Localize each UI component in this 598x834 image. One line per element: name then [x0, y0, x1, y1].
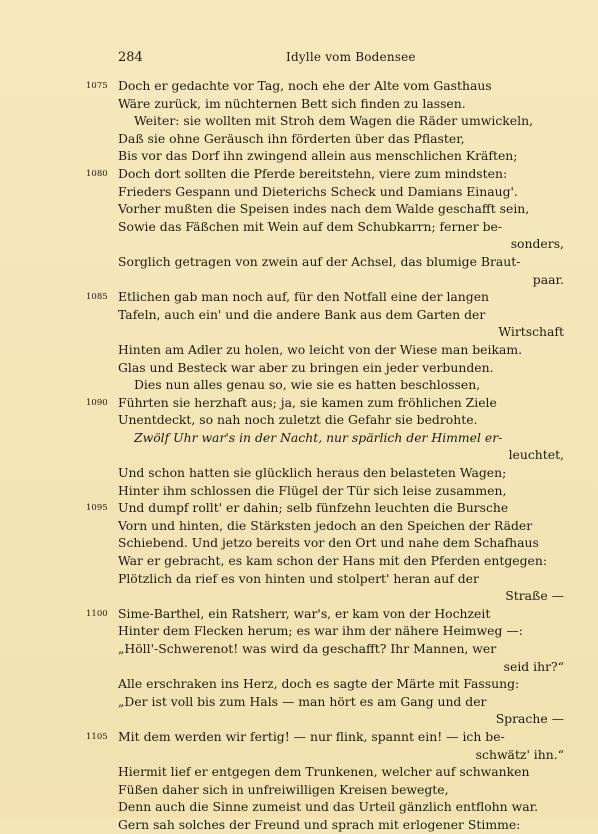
line-number: 1090 — [86, 397, 108, 408]
verse-text: Frieders Gespann und Dieterichs Scheck und Damians Einaug'. — [118, 183, 518, 199]
verse-line — [0, 446, 598, 464]
running-title: Idylle vom Bodensee — [286, 50, 416, 64]
verse-line — [0, 517, 598, 535]
verse-line — [0, 798, 598, 816]
verse-text: sonders, — [510, 236, 564, 252]
verse-line — [0, 605, 598, 623]
verse-line — [0, 165, 598, 183]
verse-text: Wirtschaft — [498, 324, 564, 340]
verse-line — [0, 728, 598, 746]
verse-text: Vorher mußten die Speisen indes nach dem Walde geschafft sein, — [118, 201, 530, 217]
verse-text: leuchtet, — [508, 447, 564, 463]
line-number: 1080 — [86, 168, 108, 179]
page-number: 284 — [118, 50, 143, 65]
verse-text: „Höll'-Schwerenot! was wird da geschafft? Ihr Mannen, wer — [118, 641, 497, 656]
verse-text: Hinter dem Flecken herum; es war ihm der nähere Heimweg —: — [118, 623, 523, 639]
verse-text: Führten sie herzhaft aus; ja, sie kamen zum fröhlichen Ziele — [118, 394, 497, 410]
verse-text: Plötzlich da rief es von hinten und stolpert' heran auf der — [118, 570, 479, 586]
verse-line — [0, 640, 598, 658]
verse-text: Zwölf Uhr war's in der Nacht, nur spärlich der Himmel er- — [134, 429, 503, 445]
verse-text: Denn auch die Sinne zumeist und das Urteil gänzlich entflohn war. — [118, 799, 539, 815]
verse-line — [0, 587, 598, 605]
verse-text: Weiter: sie wollten mit Stroh dem Wagen die Räder umwickeln, — [134, 113, 534, 129]
verse-line — [0, 781, 598, 799]
verse-text: Straße — — [505, 588, 564, 604]
verse-line — [0, 693, 598, 711]
verse-line — [0, 482, 598, 500]
verse-text: Sime-Barthel, ein Ratsherr, war's, er kam von der Hochzeit — [118, 605, 491, 621]
verse-line — [0, 675, 598, 693]
verse-line — [0, 323, 598, 341]
verse-text: Und dumpf rollt' er dahin; selb fünfzehn leuchten die Bursche — [118, 500, 509, 516]
verse-line — [0, 183, 598, 201]
verse-text: Alle erschraken ins Herz, doch es sagte der Märte mit Fassung: — [118, 676, 520, 692]
verse-text: Mit dem werden wir fertig! — nur flink, spannt ein! — ich be- — [118, 728, 505, 744]
line-number: 1085 — [86, 292, 108, 303]
line-number: 1075 — [86, 81, 108, 91]
verse-line — [0, 710, 598, 728]
verse-text: Füßen daher sich in unfreiwilligen Kreisen bewegte, — [118, 781, 449, 797]
verse-text: Etlichen gab man noch auf, für den Notfall eine der langen — [118, 289, 490, 305]
verse-line — [0, 200, 598, 218]
verse-text: Sprache — — [495, 711, 564, 727]
verse-text: paar. — [532, 271, 564, 287]
verse-line — [0, 95, 598, 113]
verse-text: Vorn und hinten, die Stärksten jedoch an den Speichen der Räder — [118, 517, 533, 533]
verse-line — [0, 112, 598, 130]
verse-line — [0, 534, 598, 552]
verse-line — [0, 570, 598, 588]
page-header — [0, 50, 598, 68]
verse-line — [0, 429, 598, 447]
verse-line — [0, 376, 598, 394]
verse-text: Wäre zurück, im nüchternen Bett sich finden zu lassen. — [118, 95, 466, 111]
verse-line — [0, 763, 598, 781]
line-number: 1105 — [86, 731, 108, 742]
verse-line — [0, 552, 598, 570]
verse-text: seid ihr?“ — [503, 658, 564, 674]
verse-text: Sorglich getragen von zwein auf der Achsel, das blumige Braut- — [118, 253, 521, 269]
verse-line — [0, 499, 598, 517]
line-number: 1100 — [86, 608, 108, 619]
verse-text: Hinten am Adler zu holen, wo leicht von der Wiese man beikam. — [118, 341, 523, 357]
verse-line — [0, 218, 598, 236]
verse-line — [0, 306, 598, 324]
verse-text: schwätz' ihn.“ — [475, 746, 564, 762]
verse-text: Tafeln, auch ein' und die andere Bank aus dem Garten der — [118, 306, 486, 322]
verse-text: Daß sie ohne Geräusch ihn förderten über das Pflaster, — [118, 130, 465, 146]
verse-text: Hiermit lief er entgegen dem Trunkenen, welcher auf schwanken — [118, 764, 530, 780]
verse-text: Hinter ihm schlossen die Flügel der Tür sich leise zusammen, — [118, 482, 507, 498]
verse-line — [0, 288, 598, 306]
verse-line — [0, 622, 598, 640]
verse-text: Bis vor das Dorf ihn zwingend allein aus menschlichen Kräften; — [118, 148, 518, 164]
verse-line — [0, 253, 598, 271]
verse-line — [0, 235, 598, 253]
verse-text: Unentdeckt, so nah noch zuletzt die Gefahr sie bedrohte. — [118, 412, 478, 428]
verse-text: Doch er gedachte vor Tag, noch ehe der Alte vom Gasthaus — [118, 78, 492, 93]
verse-line — [0, 341, 598, 359]
verse-line — [0, 271, 598, 289]
verse-line — [0, 816, 598, 834]
verse-text: Und schon hatten sie glücklich heraus den belasteten Wagen; — [118, 465, 507, 481]
verse-text: Sowie das Fäßchen mit Wein auf dem Schubkarrn; ferner be- — [118, 218, 503, 234]
verse-text: Glas und Besteck war aber zu bringen ein jeder verbunden. — [118, 359, 494, 375]
verse-line — [0, 147, 598, 165]
verse-line — [0, 411, 598, 429]
verse-line — [0, 658, 598, 676]
verse-line — [0, 464, 598, 482]
poem-text — [0, 77, 598, 834]
verse-text: Schiebend. Und jetzo bereits vor den Ort und nahe dem Schafhaus — [118, 535, 539, 551]
verse-text: Dies nun alles genau so, wie sie es hatten beschlossen, — [134, 377, 481, 393]
verse-text: Gern sah solches der Freund und sprach mit erlogener Stimme: — [118, 816, 521, 832]
line-number: 1095 — [86, 503, 108, 514]
verse-line — [0, 746, 598, 764]
verse-line — [0, 394, 598, 412]
verse-line — [0, 130, 598, 148]
verse-text: War er gebracht, es kam schon der Hans mit den Pferden entgegen: — [118, 553, 548, 569]
verse-text: Doch dort sollten die Pferde bereitstehn, viere zum mindsten: — [118, 165, 508, 181]
verse-text: „Der ist voll bis zum Hals — man hört es am Gang und der — [118, 693, 487, 709]
verse-line — [0, 77, 598, 95]
verse-line — [0, 359, 598, 377]
